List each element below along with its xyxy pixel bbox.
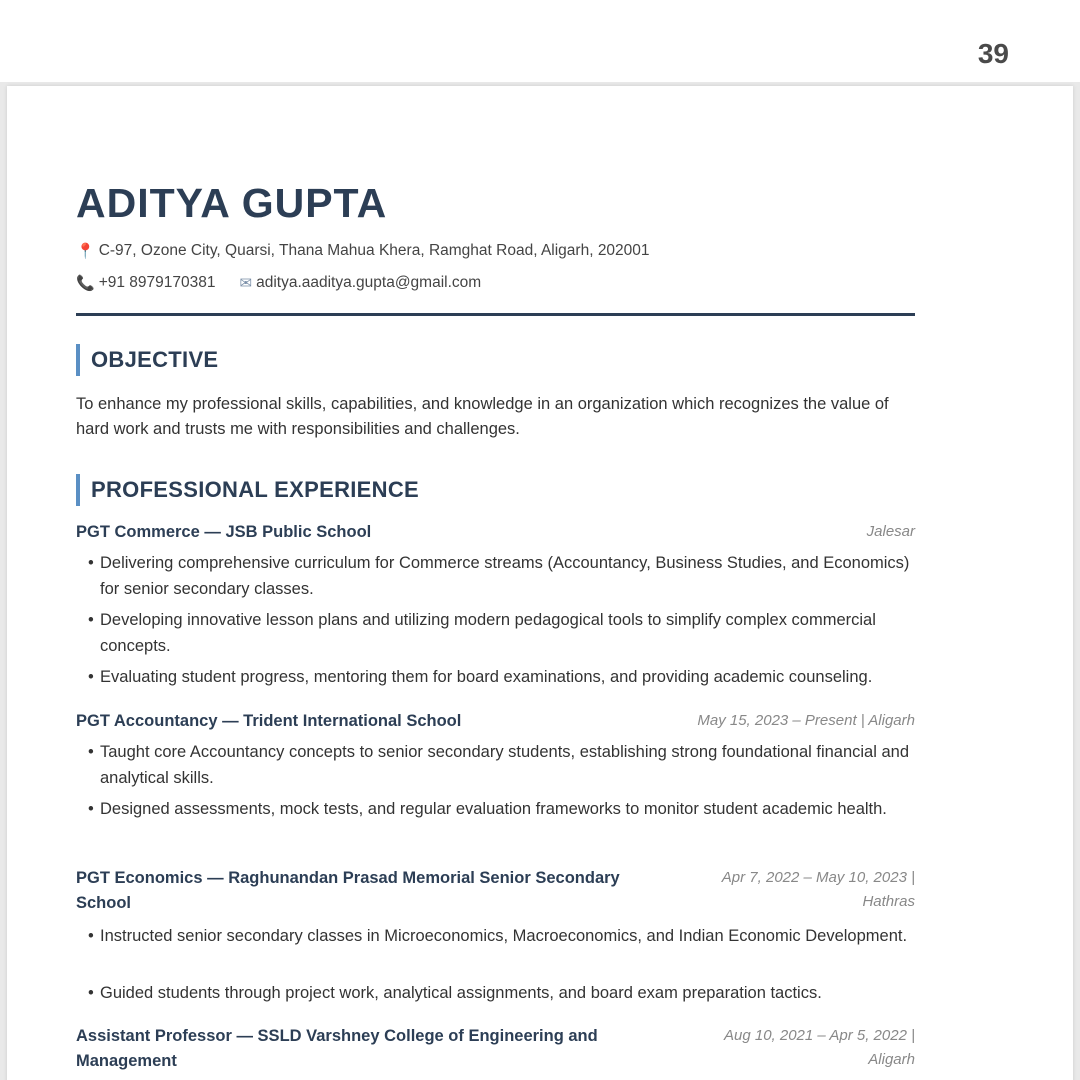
section-heading: OBJECTIVE xyxy=(91,347,219,372)
email-text[interactable]: aditya.aaditya.gupta@gmail.com xyxy=(256,274,482,291)
section-heading: PROFESSIONAL EXPERIENCE xyxy=(91,477,420,502)
job-bullet: • Evaluating student progress, mentoring them for board examinations, and providing academic counseling. xyxy=(88,668,873,686)
job-bullet: • Designed assessments, mock tests, and regular evaluation frameworks to monitor student academic health. xyxy=(88,800,887,818)
section-accent-bar xyxy=(76,344,80,376)
resume-page xyxy=(7,86,1073,1080)
section-objective xyxy=(76,344,218,376)
section-experience xyxy=(76,474,419,506)
phone-text: +91 8979170381 xyxy=(98,274,216,291)
section-accent-bar xyxy=(76,474,80,506)
job-title: PGT Economics — Raghunandan Prasad Memorial Senior Secondary School xyxy=(76,869,620,912)
phone-icon: 📞 xyxy=(76,275,95,292)
job-bullet: • Delivering comprehensive curriculum for Commerce streams (Accountancy, Business Studies, and Economics) for senior secondary classes. xyxy=(88,554,910,598)
mail-icon: ✉ xyxy=(239,275,253,292)
page-number: 39 xyxy=(977,38,1009,69)
job-meta: Aug 10, 2021 – Apr 5, 2022 | Aligarh xyxy=(724,1027,915,1068)
address-text: C-97, Ozone City, Quarsi, Thana Mahua Khera, Ramghat Road, Aligarh, 202001 xyxy=(98,242,650,259)
objective-text: To enhance my professional skills, capabilities, and knowledge in an organization which recognizes the value of hard work and trusts me with responsibilities and challenges. xyxy=(76,395,889,438)
job-title: PGT Commerce — JSB Public School xyxy=(76,523,372,541)
contact-line xyxy=(76,274,481,292)
resume-name: ADITYA GUPTA xyxy=(76,180,388,226)
job-bullet: • Developing innovative lesson plans and utilizing modern pedagogical tools to simplify complex commercial concepts. xyxy=(88,611,876,655)
job-bullet: • Instructed senior secondary classes in Microeconomics, Macroeconomics, and Indian Economic Development. xyxy=(88,927,908,945)
viewer-toolbar xyxy=(0,0,1080,82)
pin-icon: 📍 xyxy=(76,243,95,260)
job-title: PGT Accountancy — Trident International School xyxy=(76,712,462,730)
header-divider xyxy=(76,313,915,316)
address-line xyxy=(76,242,650,260)
job-meta: Apr 7, 2022 – May 10, 2023 | Hathras xyxy=(721,869,915,910)
job-bullet: • Taught core Accountancy concepts to senior secondary students, establishing strong foundational financial and analytical skills. xyxy=(88,743,910,787)
job-bullet: • Guided students through project work, analytical assignments, and board exam preparation tactics. xyxy=(88,984,822,1002)
job-meta: Jalesar xyxy=(866,523,915,540)
job-meta: May 15, 2023 – Present | Aligarh xyxy=(697,712,915,729)
job-title: Assistant Professor — SSLD Varshney College of Engineering and Management xyxy=(76,1027,598,1070)
